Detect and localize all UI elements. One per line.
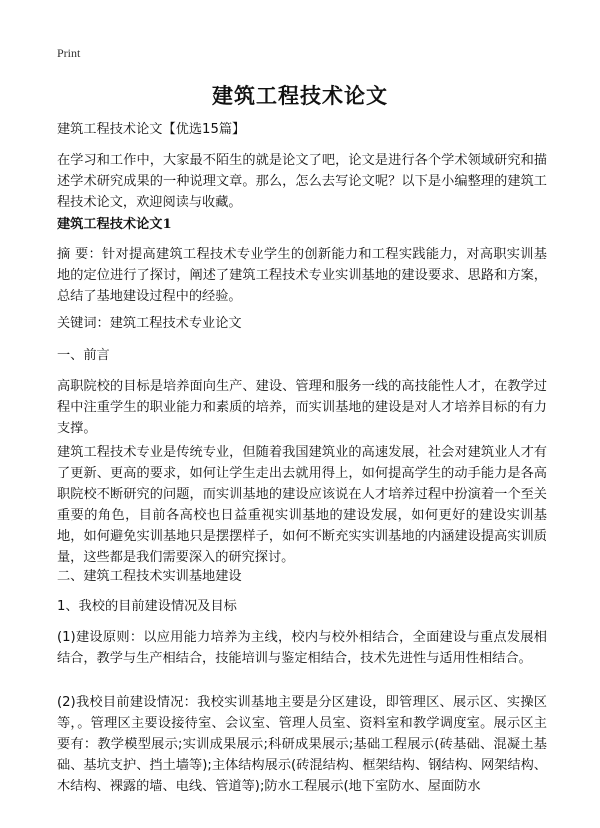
- page-title: 建筑工程技术论文: [212, 84, 388, 108]
- intro-paragraph: 在学习和工作中，大家最不陌生的就是论文了吧，论文是进行各个学术领域研究和描述学术研究成果的一种说理文章。那么，怎么去写论文呢？以下是小编整理的建筑工程技术论文，欢迎阅读与收藏。: [57, 153, 547, 210]
- paragraph-3: (1)建设原则：以应用能力培养为主线，校内与校外相结合，全面建设与重点发展相结合，教学与生产相结合，技能培训与鉴定相结合，技术先进性与适用性相结合。: [57, 630, 547, 666]
- document-subtitle: 建筑工程技术论文【优选15篇】: [57, 122, 246, 137]
- keywords-line: 关键词：建筑工程技术专业论文: [57, 316, 242, 331]
- section-heading: 建筑工程技术论文1: [57, 217, 172, 232]
- subsection-1-heading: 1、我校的目前建设情况及目标: [57, 599, 237, 614]
- print-label: Print: [57, 46, 81, 60]
- preface-heading: 一、前言: [57, 348, 110, 363]
- abstract-paragraph: 摘 要：针对提高建筑工程技术专业学生的创新能力和工程实践能力，对高职实训基地的定位进行了探讨，阐述了建筑工程技术专业实训基地的建设要求、思路和方案，总结了基地建设过程中的经验。: [57, 247, 547, 304]
- paragraph-1: 高职院校的目标是培养面向生产、建设、管理和服务一线的高技能性人才，在教学过程中注重学生的职业能力和素质的培养，而实训基地的建设是对人才培养目标的有力支撑。: [57, 379, 547, 436]
- paragraph-2: 建筑工程技术专业是传统专业，但随着我国建筑业的高速发展，社会对建筑业人才有了更新、更高的要求，如何让学生走出去就用得上，如何提高学生的动手能力是各高职院校不断研究的问题，而实训基地的建设应该说在人才培养过程中扮演着一个至关重要的角色，目前各高校也日益重视实训基地的建设发展，如何更好的建设实训基地，如何避免实训基地只是摆摆样子，如何不断充实实训基地的内涵建设提高实训质量，这些都是我们需要深入的研究探讨。: [57, 445, 547, 565]
- paragraph-4: (2)我校目前建设情况：我校实训基地主要是分区建设，即管理区、展示区、实操区等，。管理区主要设接待室、会议室、管理人员室、资料室和教学调度室。展示区主要有：教学模型展示;实训成果展示;科研成果展示;基础工程展示(砖基础、混凝土基础、基坑支护、挡土墙等);主体结构展示(砖混结构、框架结构、钢结构、网架结构、木结构、裸露的墙、电线、管道等);防水工程展示(地下室防水、屋面防水: [57, 695, 547, 794]
- section-2-heading: 二、建筑工程技术实训基地建设: [57, 569, 242, 584]
